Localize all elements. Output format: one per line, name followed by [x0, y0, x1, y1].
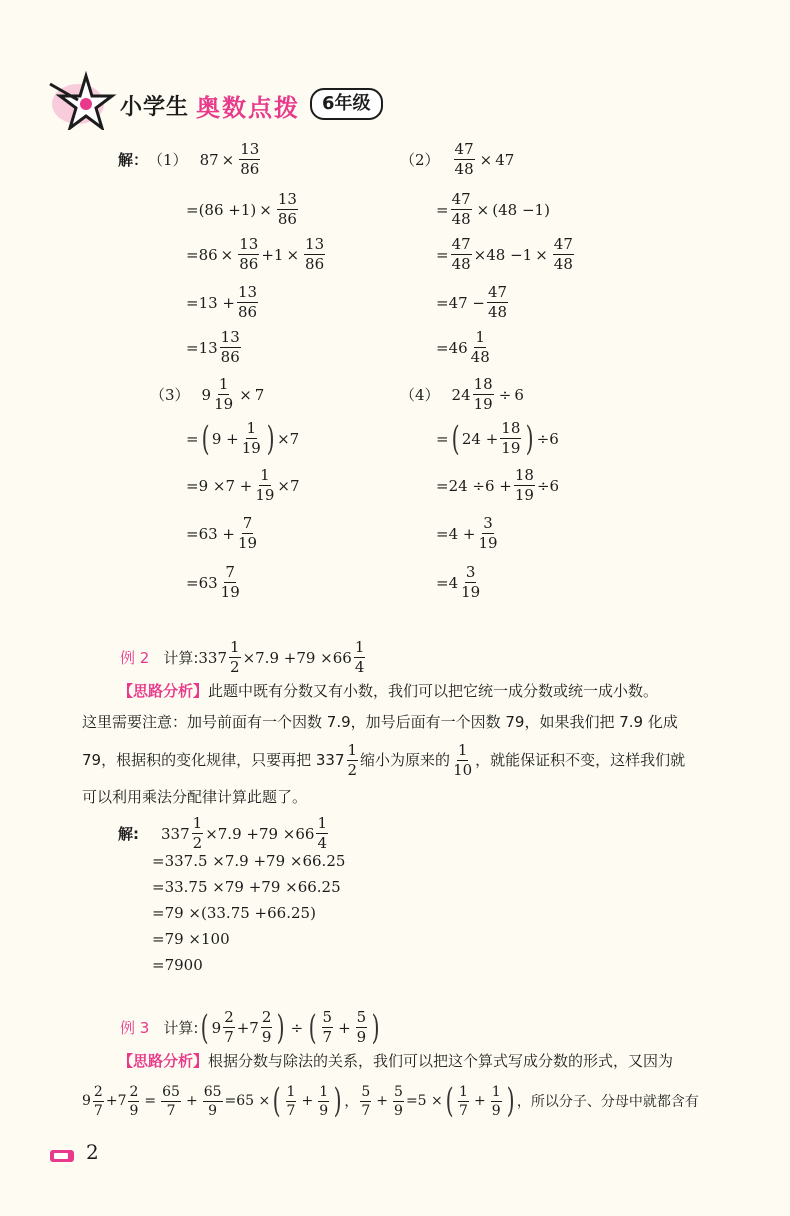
example-2-heading: [120, 640, 367, 675]
right-paren: ): [277, 1007, 286, 1048]
expression: =33.75 ×79 +79 ×66.25: [152, 878, 341, 896]
problem-number: （1）: [148, 151, 188, 169]
expression: (48 −1): [492, 200, 550, 219]
fraction: [286, 1085, 297, 1118]
denominator: 48: [451, 210, 471, 228]
denominator: 7: [286, 1102, 296, 1119]
numerator: 5: [394, 1083, 403, 1100]
solution-3-line-5: [186, 565, 243, 600]
numerator: 18: [473, 375, 493, 393]
right-paren: ): [371, 1007, 380, 1048]
solution-label: 解:: [118, 825, 139, 843]
numerator: 1: [230, 638, 240, 656]
numerator: 47: [488, 283, 508, 301]
denominator: 19: [220, 583, 240, 601]
expression: =79 ×(33.75 +66.25): [152, 904, 316, 922]
denominator: 7: [224, 1028, 234, 1046]
solution-4-line-2: [436, 418, 559, 459]
denominator: 86: [238, 303, 258, 321]
numerator: 47: [451, 190, 471, 208]
analysis-tag: 【思路分析】: [118, 682, 209, 700]
fraction: [356, 1010, 368, 1045]
denominator: 19: [214, 395, 234, 413]
solution-1-line-1: [118, 142, 262, 177]
denominator: 7: [166, 1102, 176, 1119]
numerator: 2: [129, 1083, 139, 1100]
fraction: [237, 516, 258, 551]
numerator: 1: [354, 638, 365, 656]
numerator: 1: [475, 328, 485, 346]
fraction: [192, 816, 204, 851]
right-paren: ): [333, 1081, 342, 1121]
example-label: 例 3: [120, 1019, 150, 1037]
equals: =: [436, 200, 449, 219]
fraction: [360, 1085, 371, 1118]
numerator: 5: [361, 1083, 371, 1100]
numerator: 13: [240, 140, 260, 158]
fraction: [220, 565, 241, 600]
solution-4-line-5: [436, 565, 483, 600]
denominator: 7: [361, 1102, 371, 1119]
denominator: 2: [192, 834, 203, 852]
denominator: 19: [461, 583, 481, 601]
analysis-text: 可以利用乘法分配律计算此题了。: [82, 788, 308, 806]
right-paren: ): [266, 418, 275, 459]
left-paren: (: [272, 1081, 281, 1121]
number: 9: [211, 1018, 222, 1037]
analysis-line: [82, 1046, 752, 1077]
example-2-step: [152, 956, 203, 974]
expression: =13: [186, 338, 218, 357]
number: 6: [514, 385, 524, 404]
denominator: 10: [453, 760, 473, 779]
numerator: 13: [220, 328, 240, 346]
number: 337: [161, 824, 190, 843]
operator: ÷: [498, 385, 512, 404]
numerator: 47: [454, 140, 474, 158]
solution-3-line-2: [186, 418, 300, 459]
expression: ×7.9 +79 ×66: [205, 824, 315, 843]
fraction: [238, 237, 259, 272]
solution-label: 解：: [118, 151, 149, 169]
denominator: 48: [470, 348, 490, 366]
analysis-text: ，就能保证积不变，这样我们就: [475, 750, 686, 769]
expression: ÷6: [536, 429, 559, 448]
denominator: 19: [238, 534, 258, 552]
operator: ×: [479, 150, 493, 169]
example-2-step: [152, 878, 341, 896]
expression: ÷6: [536, 476, 560, 495]
fraction: [514, 468, 535, 503]
solution-2-line-1: [400, 142, 514, 177]
example-2-solution-line-1: [118, 816, 330, 851]
denominator: 19: [478, 534, 498, 552]
operator: ÷: [290, 1018, 304, 1037]
analysis-tag: 【思路分析】: [118, 1052, 209, 1070]
operator: +: [473, 1093, 486, 1109]
solution-3-line-3: [186, 468, 300, 503]
numerator: 5: [322, 1008, 333, 1026]
example-label: 例 2: [120, 649, 150, 667]
expression: =5 ×: [405, 1093, 443, 1109]
operator: ×: [239, 385, 252, 404]
problem-number: （2）: [400, 151, 440, 169]
expression: ×7: [277, 476, 300, 495]
numerator: 1: [457, 740, 468, 759]
numerator: 47: [553, 235, 573, 253]
example-2-step: [152, 852, 345, 870]
solution-4-line-1: [400, 377, 524, 412]
equals: =: [436, 429, 449, 448]
fraction: [261, 1010, 273, 1045]
operator: +: [185, 1093, 198, 1109]
denominator: 19: [255, 486, 275, 504]
operator: ×: [535, 245, 548, 264]
fraction: [454, 142, 475, 177]
denominator: 48: [451, 255, 471, 273]
expression: =65 ×: [224, 1093, 271, 1109]
operator: ×: [476, 200, 490, 219]
analysis-text: 根据分数与除法的关系，我们可以把这个算式写成分数的形式，又因为: [208, 1052, 674, 1070]
equals: =: [436, 245, 449, 264]
fraction: [452, 740, 473, 779]
denominator: 86: [240, 160, 260, 178]
expression: =9 ×7 +: [186, 476, 253, 495]
solution-2-line-4: [436, 285, 510, 320]
analysis-text: 这里需要注意：加号前面有一个因数 7.9，加号后面有一个因数 79，如果我们把 7.9 化成: [82, 713, 678, 731]
denominator: 48: [553, 255, 573, 273]
fraction: [213, 377, 234, 412]
equals: =: [144, 1093, 157, 1109]
example-2-analysis: [82, 676, 752, 813]
expression: =337.5 ×7.9 +79 ×66.25: [152, 852, 346, 870]
example-3-heading: [120, 1007, 382, 1048]
numerator: 1: [317, 814, 328, 832]
denominator: 48: [454, 160, 474, 178]
left-paren: (: [445, 1081, 454, 1121]
solution-1-line-3: [186, 237, 327, 272]
fraction: [254, 468, 275, 503]
denominator: 2: [347, 760, 358, 779]
solution-2-line-3: [436, 237, 576, 272]
fraction: [487, 285, 508, 320]
numerator: 1: [192, 814, 203, 832]
example-3-analysis: [82, 1046, 752, 1077]
numerator: 18: [514, 466, 534, 484]
fraction: [318, 1085, 329, 1118]
analysis-text: 缩小为原来的: [360, 750, 451, 769]
numerator: 1: [218, 375, 229, 393]
fraction: [220, 330, 241, 365]
expression: =24 ÷6 +: [436, 476, 512, 495]
example-2-step: [152, 904, 316, 922]
page-number: 2: [86, 1140, 99, 1164]
brand-subtitle: 奥数点拨: [196, 94, 300, 122]
expression: 24 +: [461, 429, 499, 448]
fraction: [393, 1085, 404, 1118]
numerator: 1: [286, 1083, 296, 1100]
expression: =(86 +1): [186, 200, 257, 219]
expression: =79 ×100: [152, 930, 230, 948]
numerator: 1: [319, 1083, 329, 1100]
numerator: 2: [261, 1008, 272, 1026]
numerator: 13: [305, 235, 325, 253]
numerator: 1: [347, 740, 358, 759]
analysis-line: [82, 707, 752, 738]
fraction: [451, 192, 472, 227]
expression: 9 +: [211, 429, 239, 448]
fraction: [316, 816, 328, 851]
problem-number: （4）: [400, 386, 440, 404]
numerator: 13: [277, 190, 297, 208]
fraction: [237, 285, 258, 320]
denominator: 19: [514, 486, 534, 504]
number: 47: [495, 150, 515, 169]
expression: =47 −: [436, 293, 485, 312]
calc-label: 计算:: [163, 1019, 199, 1037]
fraction: [460, 565, 481, 600]
expression: +1: [261, 245, 284, 264]
expression: =46: [436, 338, 468, 357]
grade-badge: 6年级: [310, 88, 383, 120]
fraction: [470, 330, 491, 365]
number: 7: [254, 385, 265, 404]
numerator: 1: [246, 419, 257, 437]
problem-number: （3）: [150, 386, 190, 404]
denominator: 2: [230, 658, 240, 676]
example-3-analysis-formula: [82, 1081, 699, 1121]
denominator: 7: [93, 1102, 103, 1119]
denominator: 19: [501, 439, 521, 457]
denominator: 9: [394, 1102, 403, 1119]
punctuation: ，: [344, 1094, 359, 1110]
numerator: 1: [459, 1083, 468, 1100]
fraction: [93, 1085, 104, 1118]
solution-3-line-4: [186, 516, 260, 551]
expression: =86: [186, 245, 218, 264]
example-2-step: [152, 930, 230, 948]
fraction: [477, 516, 498, 551]
number: 337: [198, 648, 228, 667]
operator: ×: [286, 245, 300, 264]
expression: =63 +: [186, 524, 235, 543]
solution-2-line-2: [436, 192, 550, 227]
denominator: 86: [220, 348, 240, 366]
numerator: 2: [93, 1083, 103, 1100]
solution-4-line-4: [436, 516, 501, 551]
numerator: 47: [451, 235, 471, 253]
fraction: [161, 1085, 181, 1118]
denominator: 7: [459, 1102, 468, 1119]
numerator: 2: [224, 1008, 234, 1026]
denominator: 86: [239, 255, 259, 273]
denominator: 9: [208, 1102, 218, 1119]
expression: =63: [186, 573, 218, 592]
expression: =4: [436, 573, 459, 592]
expression: =7900: [152, 956, 203, 974]
fraction: [203, 1085, 223, 1118]
numerator: 13: [238, 283, 258, 301]
left-paren: (: [201, 418, 210, 459]
numerator: 13: [239, 235, 259, 253]
denominator: 9: [261, 1028, 272, 1046]
denominator: 86: [305, 255, 325, 273]
denominator: 19: [473, 395, 493, 413]
numerator: 65: [162, 1083, 180, 1100]
expression: ×7: [277, 429, 300, 448]
numerator: 1: [260, 466, 270, 484]
fraction: [241, 421, 262, 456]
expression: =13 +: [186, 293, 235, 312]
star-logo-icon: [48, 70, 118, 130]
numerator: 3: [465, 563, 476, 581]
analysis-line: [82, 782, 752, 813]
solution-1-line-2: [186, 192, 300, 227]
numerator: 7: [242, 514, 253, 532]
denominator: 9: [491, 1102, 501, 1119]
fraction: [473, 377, 494, 412]
operator: +: [338, 1018, 351, 1037]
right-paren: ): [526, 418, 534, 459]
left-paren: (: [201, 1007, 209, 1048]
fraction: [304, 237, 325, 272]
operator: +: [301, 1093, 314, 1109]
number: 9: [82, 1093, 91, 1109]
numerator: 18: [501, 419, 521, 437]
brand-title: 小学生: [120, 95, 190, 120]
analysis-text: 79，根据积的变化规律，只要再把 337: [82, 750, 345, 769]
page-tag-icon: [50, 1150, 74, 1162]
denominator: 19: [241, 439, 261, 457]
numerator: 65: [203, 1083, 222, 1100]
denominator: 7: [322, 1028, 333, 1046]
analysis-line: [82, 676, 752, 707]
fraction: [223, 1010, 235, 1045]
number: 24: [451, 385, 471, 404]
expression: +7: [236, 1018, 259, 1037]
solution-1-line-4: [186, 285, 260, 320]
expression: ×48 −1: [473, 245, 533, 264]
left-paren: (: [451, 418, 460, 459]
fraction: [354, 640, 366, 675]
analysis-line: [82, 738, 752, 782]
right-paren: ): [506, 1081, 515, 1121]
denominator: 48: [488, 303, 508, 321]
denominator: 9: [129, 1102, 139, 1119]
solution-2-line-5: [436, 330, 493, 365]
calc-label: 计算:: [163, 649, 199, 667]
number: 87: [199, 150, 219, 169]
analysis-text: ，所以分子、分母中就都含有: [516, 1094, 699, 1110]
expression: ×7.9 +79 ×66: [242, 648, 352, 667]
expression: =4 +: [436, 524, 476, 543]
solution-3-line-1: [150, 377, 264, 412]
fraction: [458, 1085, 469, 1118]
solution-1-line-5: [186, 330, 243, 365]
numerator: 3: [483, 514, 493, 532]
left-paren: (: [308, 1007, 317, 1048]
fraction: [491, 1085, 502, 1118]
denominator: 9: [356, 1028, 367, 1046]
operator: ×: [221, 150, 235, 169]
fraction: [322, 1010, 334, 1045]
fraction: [229, 640, 241, 675]
operator: ×: [220, 245, 234, 264]
equals: =: [186, 429, 199, 448]
fraction: [277, 192, 298, 227]
page-header: [48, 70, 468, 130]
fraction: [239, 142, 260, 177]
denominator: 4: [317, 834, 328, 852]
denominator: 9: [319, 1102, 329, 1119]
fraction: [500, 421, 521, 456]
operator: +: [376, 1093, 389, 1109]
expression: +7: [105, 1093, 127, 1109]
solution-4-line-3: [436, 468, 559, 503]
denominator: 4: [354, 658, 365, 676]
denominator: 86: [277, 210, 297, 228]
numerator: 7: [225, 563, 235, 581]
fraction: [451, 237, 472, 272]
numerator: 1: [491, 1083, 501, 1100]
fraction: [553, 237, 574, 272]
fraction: [347, 740, 359, 779]
numerator: 5: [356, 1008, 367, 1026]
analysis-text: 此题中既有分数又有小数，我们可以把它统一成分数或统一成小数。: [208, 682, 659, 700]
operator: ×: [259, 200, 272, 219]
fraction: [128, 1085, 139, 1118]
number: 9: [201, 385, 212, 404]
